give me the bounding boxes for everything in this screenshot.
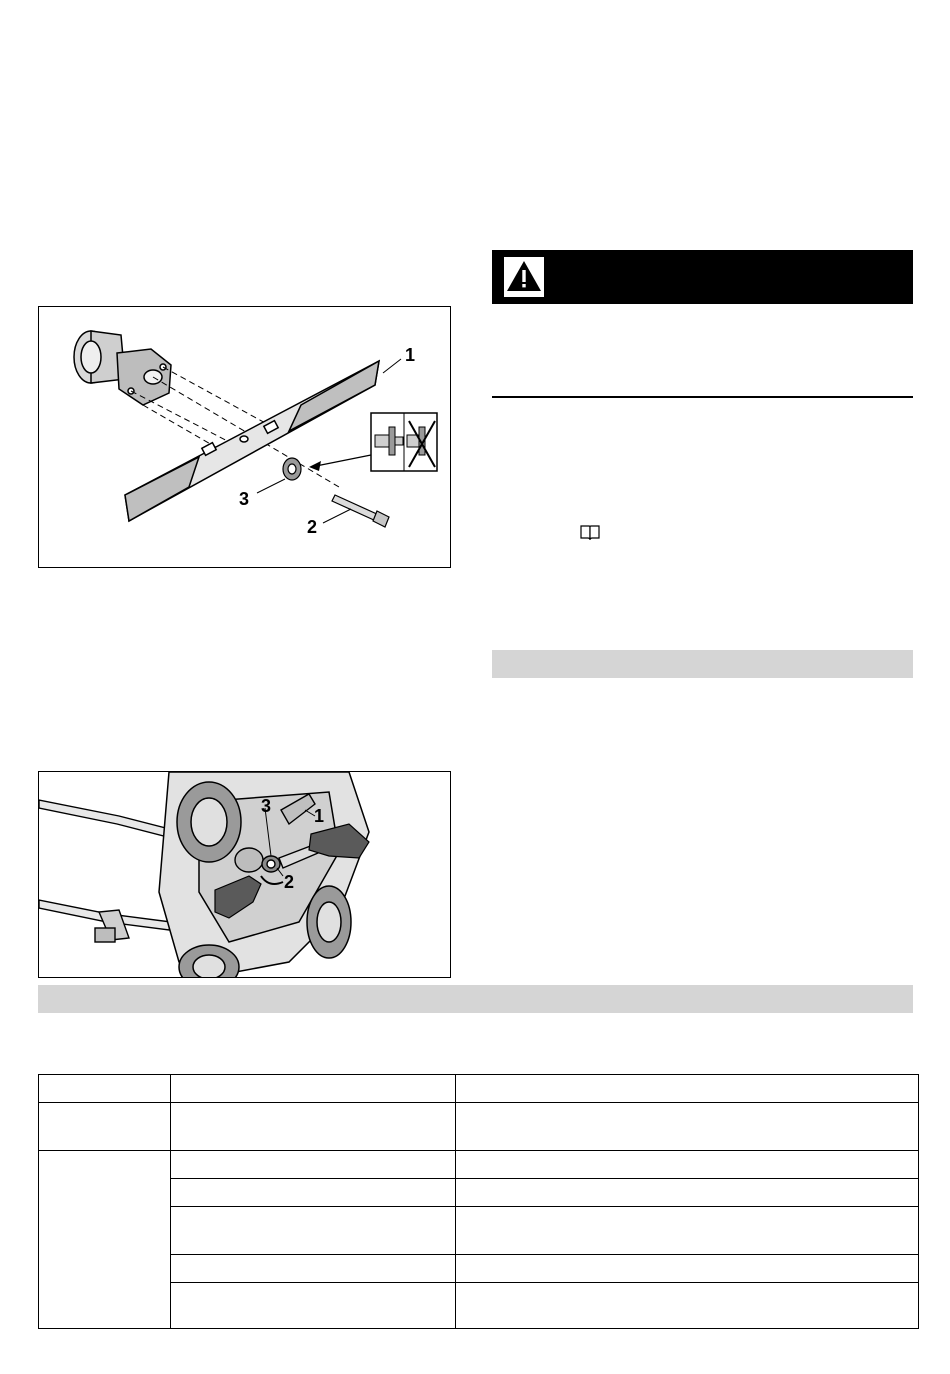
table-row <box>39 1283 919 1329</box>
table-cell <box>456 1255 919 1283</box>
table-cell <box>456 1207 919 1255</box>
callout-2: 2 <box>307 517 318 537</box>
table-cell <box>171 1151 456 1179</box>
table-row <box>39 1207 919 1255</box>
table-cell <box>456 1283 919 1329</box>
manual-book-icon <box>580 524 600 540</box>
mounting-bolt <box>332 495 389 527</box>
blade-mounting-figure <box>38 771 451 978</box>
table-header-row <box>39 1075 919 1103</box>
table-row <box>39 1255 919 1283</box>
warning-header-bar <box>492 250 913 304</box>
table-cell <box>39 1151 171 1329</box>
callout-1: 1 <box>314 806 325 826</box>
blade-hub-adapter <box>74 331 171 405</box>
table-cell <box>171 1207 456 1255</box>
table-header-cell <box>456 1075 919 1103</box>
callout-1: 1 <box>405 345 416 365</box>
maintenance-table <box>38 1074 919 1329</box>
table-cell <box>456 1103 919 1151</box>
table-row <box>39 1179 919 1207</box>
section-heading-bar-right <box>492 650 913 678</box>
table-cell <box>171 1283 456 1329</box>
table-cell <box>171 1255 456 1283</box>
table-cell <box>456 1151 919 1179</box>
callout-3: 3 <box>239 489 250 509</box>
star-washer <box>283 458 301 480</box>
table-row <box>39 1103 919 1151</box>
table-header-cell <box>171 1075 456 1103</box>
warning-triangle-icon <box>504 257 544 297</box>
table-header-cell <box>39 1075 171 1103</box>
blade-assembly-figure <box>38 306 451 568</box>
section-heading-bar-full <box>38 985 913 1013</box>
table-row <box>39 1151 919 1179</box>
callout-3: 3 <box>261 796 272 816</box>
table-cell <box>171 1179 456 1207</box>
callout-2: 2 <box>284 872 295 892</box>
table-cell <box>171 1103 456 1151</box>
table-cell <box>39 1103 171 1151</box>
table-cell <box>456 1179 919 1207</box>
warning-end-rule <box>492 396 913 398</box>
washer-orientation-inset <box>371 413 437 471</box>
